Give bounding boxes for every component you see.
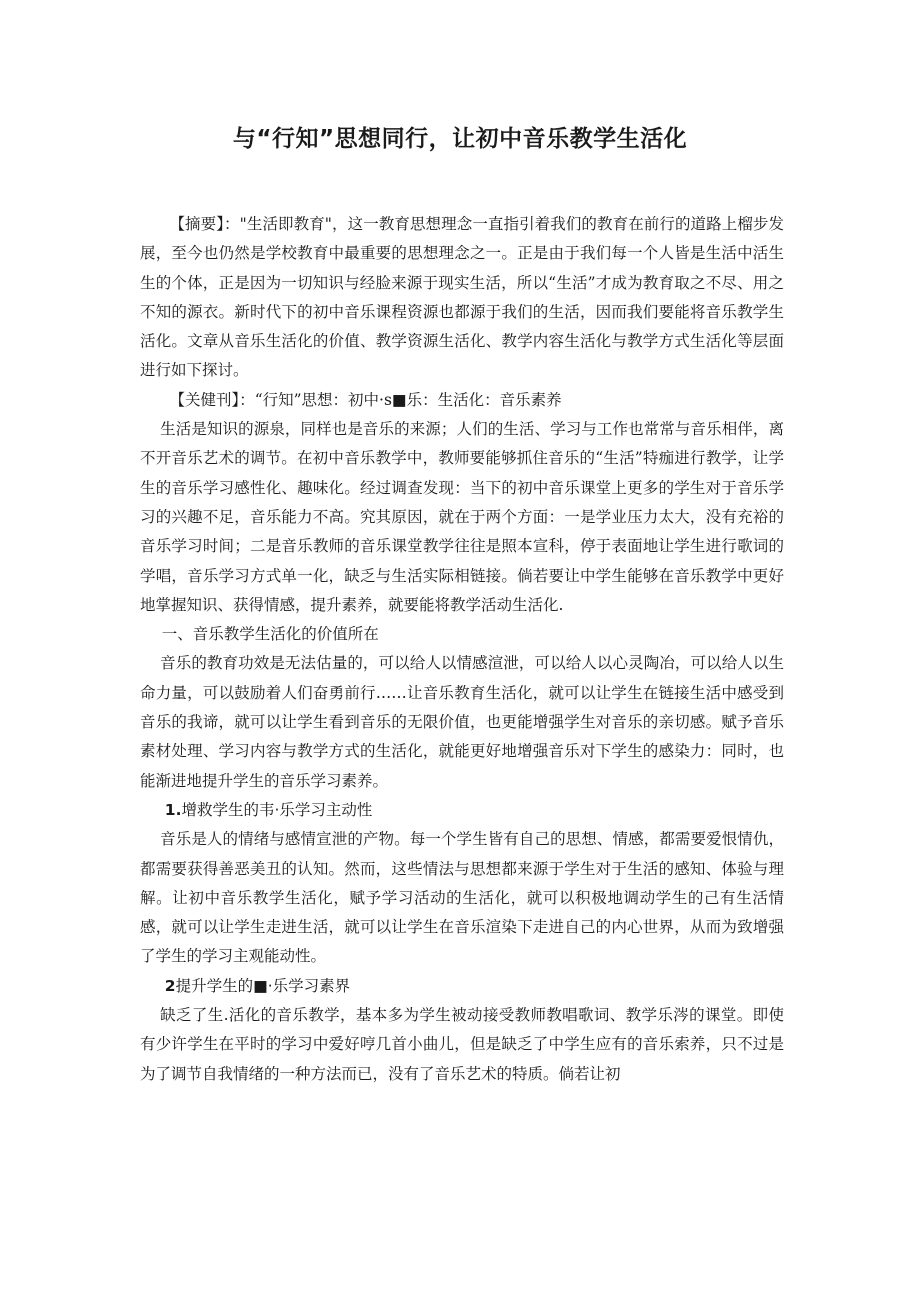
subsection-1-number: 1. <box>164 800 182 819</box>
section-1-heading: 一、音乐教学生活化的价值所在 <box>161 625 379 644</box>
subsection-2-number: 2 <box>164 976 176 995</box>
subsection-2-heading <box>140 972 784 1001</box>
section-1-paragraph: 音乐的教育功效是无法估量的，可以给人以情感渲泄，可以给人以心灵陶冶，可以给人以生命力量，可以鼓励着人们奋勇前行……让音乐教育生活化，就可以让学生在链接生活中感受到音乐的我谛，就可以让学生看到音乐的无限价值，也更能增强学生对音乐的亲切感。赋予音乐素材处理、学习内容与教学方式的生活化，就能更好地增强音乐对下学生的感染力：同时，也能渐进地提升学生的音乐学习素养。 <box>140 654 784 790</box>
keywords-label: 【关健刊】： <box>169 390 255 409</box>
keywords-text: “行知”思想：初中·s■乐：生活化：音乐素养 <box>254 390 562 409</box>
subsection-2-paragraph: 缺乏了生.活化的音乐教学，基本多为学生被动接受教师教唱歌词、教学乐涔的课堂。即使有少许学生在平时的学习中爱好哼几首小曲儿，但是缺乏了中学生应有的音乐索养，只不过是为了调节自我情绪的一种方法而已，没有了音乐艺术的特质。倘若让初 <box>140 1006 784 1083</box>
keywords-paragraph <box>140 386 784 415</box>
intro-paragraph: 生活是知识的源泉，同样也是音乐的来源；人们的生活、学习与工作也常常与音乐相伴，离不开音乐艺术的调节。在初中音乐教学中，教师要能够抓住音乐的“生活”特痂进行教学，让学生的音乐学习感性化、趣味化。经过调查发现：当下的初中音乐课堂上更多的学生对于音乐学习的兴趣不足，音乐能力不高。究其原因，就在于两个方面：一是学业压力太大，没有充裕的音乐学习时间；二是音乐教师的音乐课堂教学往往是照本宣科，停于表面地让学生进行歌词的学唱，音乐学习方式单一化，缺乏与生活实际相链接。倘若要让中学生能够在音乐教学中更好地掌握知识、获得情感，提升素养，就要能将教学活动生活化. <box>140 420 784 614</box>
subsection-2-title: 提升学生的■·乐学习素界 <box>175 976 351 995</box>
subsection-1-heading <box>140 796 784 825</box>
abstract-text: "生活即教育"，这一教育思想理念一直指引着我们的教育在前行的道路上榴步发展，至今也仍然是学校教育中最重要的思想理念之一。正是由于我们每一个人皆是生活中活生生的个体，正是因为一切知识与经脸来源于现实生活，所以“生活”才成为教育取之不尽、用之不知的源衣。新时代下的初中音乐课程资源也都源于我们的生活，因而我们要能将音乐教学生活化。文章从音乐生活化的价值、教学资源生活化、教学内容生活化与教学方式生活化等层面进行如下探讨。 <box>140 215 784 380</box>
document-body <box>140 210 784 1089</box>
abstract-paragraph <box>140 210 784 386</box>
subsection-1-title: 增救学生的韦·乐学习主动性 <box>181 800 373 819</box>
abstract-label: 【摘要】： <box>169 215 240 233</box>
subsection-1-paragraph: 音乐是人的情绪与感情宣泄的产物。每一个学生皆有自己的思想、情感，都需要爱恨情仇，都需要获得善恶美丑的认知。然而，这些情法与思想都来源于学生对于生活的感知、体验与理解。让初中音乐教学生活化，赋予学习活动的生活化，就可以积极地调动学生的己有生活情感，就可以让学生走进生活，就可以让学生在音乐渲染下走进自己的内心世界，从而为致增强了学生的学习主观能动性。 <box>140 830 784 966</box>
document-title: 与“行知”思想同行，让初中音乐教学生活化 <box>232 126 688 152</box>
